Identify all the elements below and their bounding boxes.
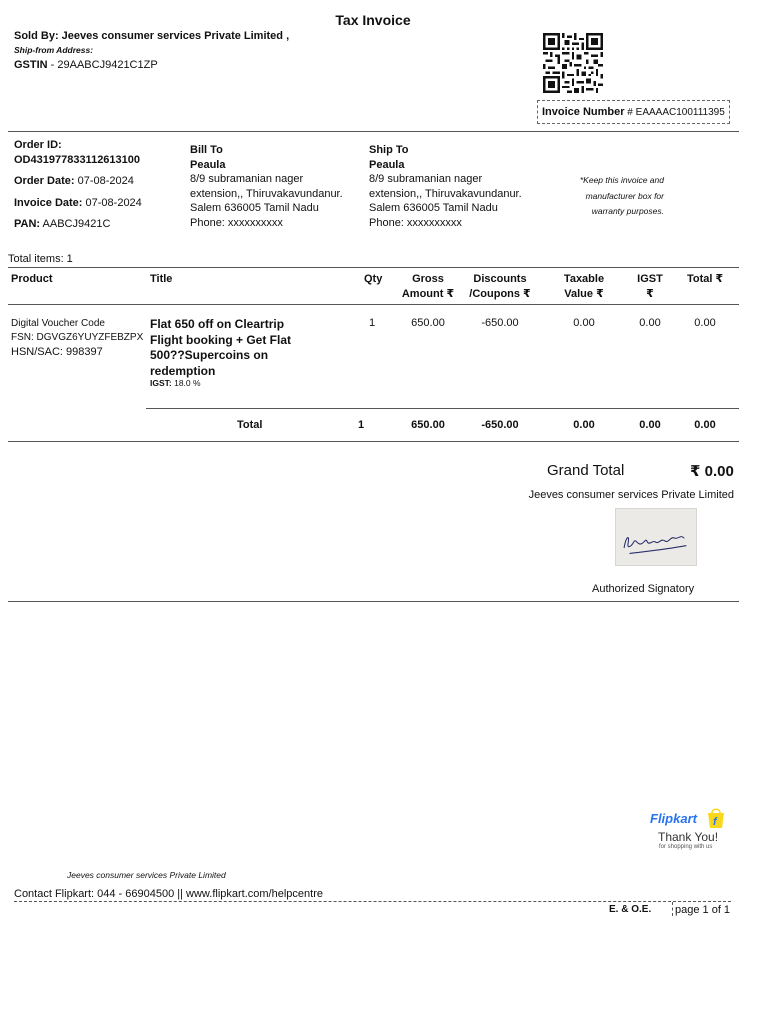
row-gross: 650.00 bbox=[411, 317, 445, 329]
footer-company: Jeeves consumer services Private Limited bbox=[67, 870, 226, 880]
gstin-value: - 29AABCJ9421C1ZP bbox=[47, 59, 158, 71]
product-name: Digital Voucher Code bbox=[11, 318, 105, 329]
flipkart-logo-text: Flipkart bbox=[650, 811, 697, 826]
signature-scribble-icon bbox=[616, 509, 696, 565]
thank-you-sub: for shopping with us bbox=[659, 844, 713, 850]
product-title-line: redemption bbox=[150, 363, 216, 378]
invoice-number-label: Invoice Number bbox=[542, 106, 625, 118]
col-header-igst-line: ₹ bbox=[646, 288, 654, 300]
pan bbox=[14, 218, 110, 230]
col-header-gross-line: Gross bbox=[412, 273, 444, 285]
row-qty: 1 bbox=[369, 317, 376, 329]
product-fsn: FSN: DGVGZ6YUYZFEBZPX bbox=[11, 332, 144, 343]
total-items: Total items: 1 bbox=[8, 253, 73, 265]
col-header-gross-line: Amount ₹ bbox=[401, 288, 455, 300]
product-hsn: HSN/SAC: 998397 bbox=[11, 346, 103, 358]
ship-to-line: 8/9 subramanian nager bbox=[369, 173, 483, 185]
col-header-taxable-line: Taxable bbox=[563, 273, 605, 285]
col-header-discounts-line: /Coupons ₹ bbox=[469, 288, 531, 300]
totals-taxable: 0.00 bbox=[573, 419, 595, 431]
row-discount: -650.00 bbox=[481, 317, 519, 329]
bill-to-line: 8/9 subramanian nager bbox=[190, 173, 304, 185]
bill-to-phone: Phone: xxxxxxxxxx bbox=[190, 216, 283, 229]
totals-qty: 1 bbox=[358, 419, 365, 431]
col-header-taxable bbox=[556, 272, 612, 302]
bill-to-block bbox=[190, 143, 343, 230]
ship-to-heading: Ship To bbox=[369, 144, 409, 156]
eoe-label: E. & O.E. bbox=[609, 904, 652, 915]
col-header-discounts bbox=[466, 272, 534, 302]
footer-rule bbox=[14, 901, 731, 902]
invoice-number-box bbox=[537, 100, 730, 124]
col-header-igst bbox=[632, 272, 668, 302]
totals-gross: 650.00 bbox=[411, 419, 445, 431]
seller-company: Jeeves consumer services Private Limited bbox=[528, 489, 734, 501]
table-top-rule bbox=[8, 267, 739, 268]
totals-igst: 0.00 bbox=[639, 419, 661, 431]
gstin-label: GSTIN bbox=[14, 59, 48, 71]
bill-to-line: Salem 636005 Tamil Nadu bbox=[190, 202, 319, 214]
ship-from-label: Ship-from Address: bbox=[14, 45, 94, 55]
ship-to-phone: Phone: xxxxxxxxxx bbox=[369, 216, 462, 229]
col-header-title: Title bbox=[150, 273, 173, 285]
product-title-line: Flight booking + Get Flat bbox=[150, 332, 291, 347]
signature-image bbox=[615, 508, 697, 566]
warranty-note bbox=[544, 173, 664, 220]
igst-rate bbox=[150, 378, 201, 388]
ship-to-block bbox=[369, 143, 522, 230]
ship-to-line: extension,, Thiruvakavundanur. bbox=[369, 187, 522, 200]
invoice-date-value: 07-08-2024 bbox=[82, 197, 142, 209]
col-header-total: Total ₹ bbox=[687, 273, 724, 285]
igst-rate-label: IGST: bbox=[150, 378, 172, 388]
order-id-value: OD431977833112613100 bbox=[14, 154, 141, 166]
totals-discount: -650.00 bbox=[481, 419, 519, 431]
igst-rate-value: 18.0 % bbox=[171, 378, 201, 388]
warranty-note-line: *Keep this invoice and bbox=[579, 175, 664, 185]
order-date-value: 07-08-2024 bbox=[74, 175, 134, 187]
row-taxable: 0.00 bbox=[573, 317, 595, 329]
product-title bbox=[150, 317, 291, 379]
bill-to-line: extension,, Thiruvakavundanur. bbox=[190, 187, 343, 200]
row-igst: 0.00 bbox=[639, 317, 661, 329]
col-header-product: Product bbox=[11, 273, 53, 285]
warranty-note-line: manufacturer box for bbox=[585, 190, 664, 201]
totals-label: Total bbox=[237, 419, 263, 431]
bill-to-name: Peaula bbox=[190, 158, 226, 171]
table-header-rule bbox=[8, 304, 739, 305]
col-header-taxable-line: Value ₹ bbox=[564, 288, 604, 300]
invoice-date bbox=[14, 197, 142, 209]
divider bbox=[8, 131, 739, 132]
thank-you: Thank You! bbox=[658, 830, 719, 844]
gstin bbox=[14, 59, 158, 71]
page-title: Tax Invoice bbox=[335, 12, 411, 28]
invoice-number-value: # EAAAAC100111395 bbox=[624, 107, 725, 118]
ship-to-name: Peaula bbox=[369, 158, 405, 171]
order-date-label: Order Date: bbox=[14, 175, 75, 187]
qr-code-icon bbox=[541, 33, 605, 93]
table-bottom-rule bbox=[8, 441, 739, 442]
col-header-gross bbox=[396, 272, 460, 302]
totals-total: 0.00 bbox=[694, 419, 716, 431]
warranty-note-line: warranty purposes. bbox=[591, 206, 664, 216]
bill-to-heading: Bill To bbox=[190, 144, 223, 156]
product-title-line: 500??Supercoins on bbox=[150, 348, 269, 362]
svg-text:f: f bbox=[713, 816, 717, 828]
col-header-discounts-line: Discounts bbox=[473, 273, 527, 285]
summary-rule bbox=[8, 601, 739, 602]
product-title-line: Flat 650 off on Cleartrip bbox=[150, 317, 285, 331]
order-date bbox=[14, 175, 134, 187]
pan-label: PAN: bbox=[14, 218, 41, 230]
page-number: page 1 of 1 bbox=[672, 902, 730, 916]
sold-by: Sold By: Jeeves consumer services Private Limited , bbox=[14, 30, 290, 42]
flipkart-bag-icon bbox=[705, 807, 727, 829]
col-header-igst-line: IGST bbox=[637, 273, 663, 285]
pan-value: AABCJ9421C bbox=[40, 218, 111, 230]
totals-rule bbox=[146, 408, 739, 409]
grand-total-label: Grand Total bbox=[547, 462, 625, 479]
contact-line: Contact Flipkart: 044 - 66904500 || www.flipkart.com/helpcentre bbox=[14, 888, 323, 900]
order-id-label: Order ID: bbox=[14, 139, 62, 151]
grand-total-value: ₹ 0.00 bbox=[690, 463, 734, 480]
ship-to-line: Salem 636005 Tamil Nadu bbox=[369, 202, 498, 214]
row-total: 0.00 bbox=[694, 317, 716, 329]
authorized-signatory: Authorized Signatory bbox=[592, 583, 695, 595]
invoice-date-label: Invoice Date: bbox=[14, 197, 83, 209]
col-header-qty: Qty bbox=[364, 273, 383, 285]
